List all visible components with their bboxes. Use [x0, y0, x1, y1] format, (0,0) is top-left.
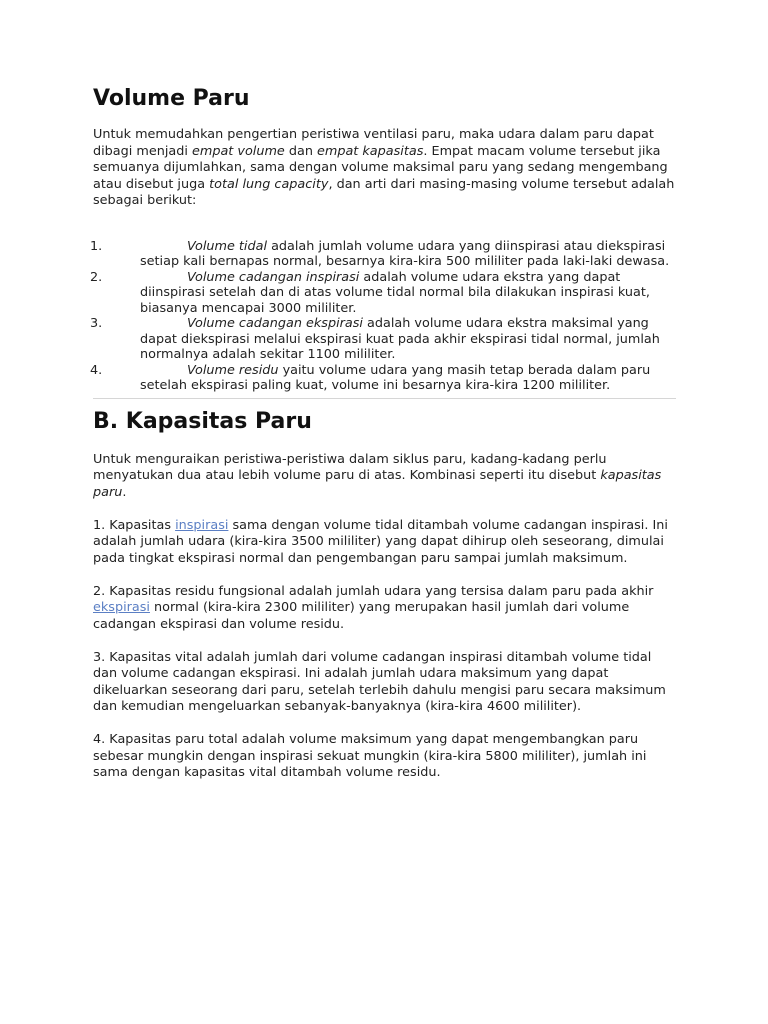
intro-text-3: . Empat macam volume tersebut jika semuanya dijumlahkan, sama dengan volume maksimal paru yang sedang mengembang atau disebut juga — [93, 143, 668, 192]
kapasitas-1-text-2: sama dengan volume tidal ditambah volume cadangan inspirasi. Ini adalah jumlah udara (kira-kira 3500 mililiter) yang dapat dihirup oleh seseorang, dimulai pada tingkat ekspirasi normal dan pengembangan paru sampai jumlah maksimum. — [93, 517, 668, 566]
kapasitas-paragraph-4: 4. Kapasitas paru total adalah volume maksimum yang dapat mengembangkan paru sebesar mungkin dengan inspirasi sekuat mungkin (kira-kira 5800 mililiter), jumlah ini sama dengan kapasitas vital ditambah volume residu. — [93, 732, 647, 780]
list-item-text: yaitu volume udara yang masih tetap berada dalam paru setelah ekspirasi paling kuat, volume ini besarnya kira-kira 1200 mililiter. — [140, 362, 651, 393]
section-title-kapasitas-paru: B. Kapasitas Paru — [93, 408, 312, 434]
link-ekspirasi[interactable]: ekspirasi — [93, 600, 150, 615]
intro-emphasis-3: total lung capacity — [209, 176, 329, 192]
intro-emphasis-1: empat volume — [191, 143, 285, 159]
kapasitas-intro-text-2: . — [122, 484, 127, 500]
list-item — [90, 269, 676, 317]
kapasitas-2-text-2: normal (kira-kira 2300 mililiter) yang merupakan hasil jumlah dari volume cadangan ekspirasi dan volume residu. — [93, 600, 630, 632]
kapasitas-1-text-1: 1. Kapasitas — [93, 517, 176, 533]
list-item-term: Volume cadangan ekspirasi — [187, 316, 363, 331]
list-item-term: Volume residu — [187, 362, 279, 378]
kapasitas-paragraph-1 — [93, 518, 676, 568]
intro-paragraph — [93, 127, 676, 210]
list-item-body — [93, 363, 676, 394]
list-item-number: 1. — [90, 238, 103, 254]
intro-emphasis-2: empat kapasitas — [317, 143, 424, 159]
kapasitas-intro-text-1: Untuk menguraikan peristiwa-peristiwa dalam siklus paru, kadang-kadang perlu menyatukan dua atau lebih volume paru di atas. Kombinasi seperti itu disebut — [93, 451, 607, 483]
kapasitas-paragraph-2 — [93, 584, 676, 634]
list-item-number: 4. — [90, 362, 103, 378]
section-title-volume-paru: Volume Paru — [93, 86, 250, 111]
list-item — [90, 362, 676, 394]
list-item-body — [93, 270, 676, 317]
section-divider — [93, 398, 676, 399]
link-inspirasi[interactable]: inspirasi — [175, 517, 229, 533]
list-item-text: adalah volume udara ekstra yang dapat diinspirasi setelah dan di atas volume tidal normal bila dilakukan inspirasi kuat, biasanya mencapai 3000 mililiter. — [140, 269, 650, 316]
kapasitas-2-text-1: 2. Kapasitas residu fungsional adalah jumlah udara yang tersisa dalam paru pada akhir — [93, 583, 654, 599]
list-item — [90, 316, 676, 363]
intro-text-4: , dan arti dari masing-masing volume tersebut adalah sebagai berikut: — [93, 176, 675, 208]
list-item-text: adalah jumlah volume udara yang diinspirasi atau diekspirasi setiap kali bernapas normal, besarnya kira-kira 500 mililiter pada laki-laki dewasa. — [140, 238, 670, 269]
kapasitas-paragraph-3: 3. Kapasitas vital adalah jumlah dari volume cadangan inspirasi ditambah volume tidal dan volume cadangan ekspirasi. Ini adalah jumlah udara maksimum yang dapat dikeluarkan seseorang dari paru, setelah terlebih dahulu mengisi paru secara maksimum dan kemudian mengeluarkan sebanyak-banyaknya (kira-kira 4600 mililiter). — [93, 649, 666, 714]
list-item-text: adalah volume udara ekstra maksimal yang dapat diekspirasi melalui ekspirasi kuat pada akhir ekspirasi tidal normal, jumlah normalnya adalah sekitar 1100 mililiter. — [140, 316, 660, 362]
list-item — [90, 238, 676, 270]
intro-text-1: Untuk memudahkan pengertian peristiwa ventilasi paru, maka udara dalam paru dapat dibagi menjadi — [93, 127, 654, 159]
list-item-number: 3. — [90, 316, 103, 331]
kapasitas-intro-paragraph — [93, 452, 676, 502]
intro-text-2: dan — [284, 143, 317, 159]
list-item-body — [93, 239, 676, 270]
list-item-term: Volume tidal — [187, 238, 267, 254]
volume-list — [90, 238, 676, 394]
list-item-term: Volume cadangan inspirasi — [187, 269, 360, 285]
kapasitas-intro-emphasis: kapasitas paru — [93, 468, 662, 500]
list-item-body — [93, 316, 676, 363]
document-content — [90, 84, 676, 782]
list-item-number: 2. — [90, 269, 103, 285]
